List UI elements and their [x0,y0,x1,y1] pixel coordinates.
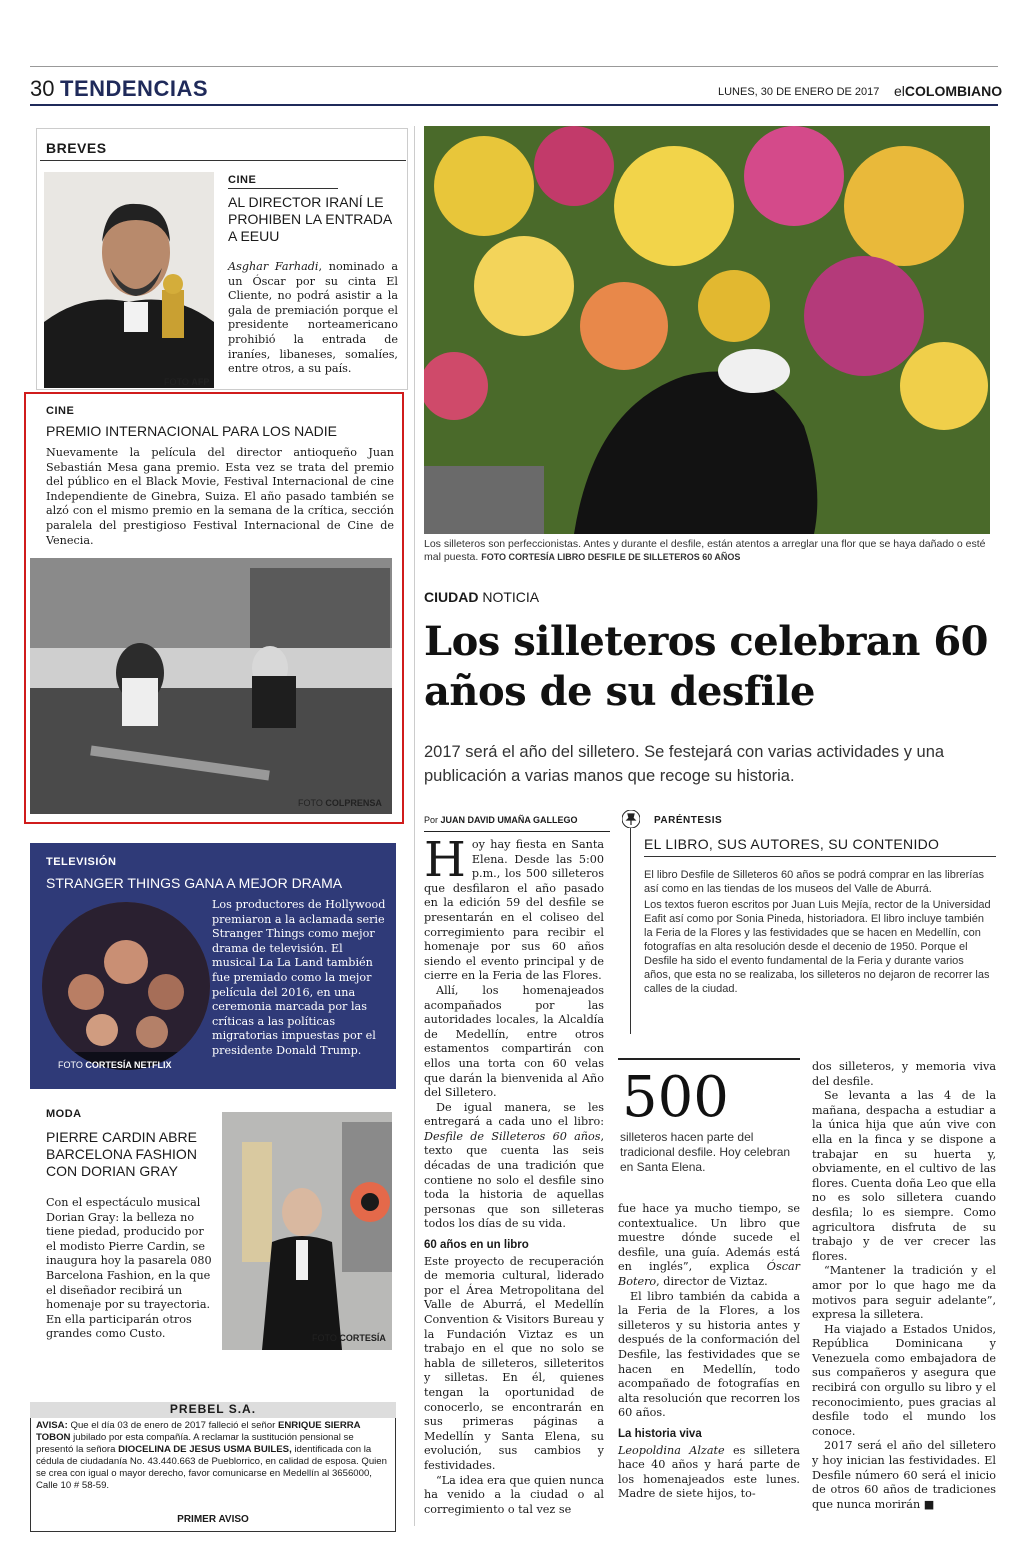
issue-date: LUNES, 30 DE ENERO DE 2017 [718,86,880,98]
top-rule [30,66,998,67]
paragraph: “La idea era que quien nunca ha venido a la ciudad o al corregimiento o tal vez se [424,1473,604,1516]
paragraph: 2017 será el año del silletero y hoy inician las festividades. El Desfile número 60 será el inicio de otros 60 años de tradiciones que nunca morirán ■ [812,1439,996,1511]
brief2-body: Nuevamente la película del director antioqueño Juan Sebastián Mesa gana premio. Esta vez se trata del premio del público en el Black Movie, Festival Internacional de cine Independiente de Ginebra, Suiza. El año pasado también se alzó con el mismo premio en la semana de la crítica, sección paralela del prestigioso Festival Internacional de Cine de Venecia. [46,446,394,547]
stat-text: silleteros hacen parte del tradicional desfile. Hoy celebran en Santa Elena. [620,1130,791,1174]
pierre-cardin-photo [222,1112,392,1350]
headline: Los silleteros celebran 60 años de su desfile [424,618,989,715]
parentesis-text: El libro Desfile de Silleteros 60 años se podrá comprar en las librerías así como en las tiendas de los museos del Valle de Aburrá. Los textos fueron escritos por Juan Luis Mejía, rector de la Universidad Eafit así como por Sonia Pineda, historiadora. El libro incluye también la Feria de la Flores y las festividades que se hacen en Medellín, con fotografías en alta resolución desde el decenio de 1950. Porque el Desfile ha sido el evento fundamental de la Feria y durante varios años, que esta no se realizaba, los silleteros no dejaron de recorrer las calles de la ciudad. [644,869,991,995]
breves-label: BREVES [46,140,107,156]
prebel-text: AVISA: Que el día 03 de enero de 2017 falleció el señor ENRIQUE SIERRA TOBON jubilado por esta compañía. A reclamar la sustitución pensional se presentó la señora DIOCELINA DE JESUS USMA BUILES, identificada con la cédula de ciudadanía No. 43.440.663 de Pueblorrico, en calidad de esposa. Quien se crea con igual o mayor derecho, favor comunicarse en Medellín al 3656000, Calle 10 # 58-59. [36,1420,387,1491]
brief1-kicker-rule [228,188,338,189]
brief2-title: PREMIO INTERNACIONAL PARA LOS NADIE [46,423,337,439]
photo-credit-afp: FOTO AFP [164,377,210,387]
brief3-title: STRANGER THINGS GANA A MEJOR DRAMA [46,875,343,891]
header-rule [30,104,998,106]
pin-icon [622,810,640,828]
paragraph: De igual manera, se les entregará a cada uno el libro: Desfile de Silleteros 60 años, texto que cuenta las seis décadas de una tradición que contiene no solo el desfile sino toda la historia de aquellas personas que son silleteras todos los días de su vida. [424,1100,604,1231]
paragraph: dos silleteros, y memoria viva del desfile. [812,1060,996,1088]
article-column-1 [424,832,604,1517]
brief3-kicker: TELEVISIÓN [46,856,117,868]
parentesis-kicker: PARÉNTESIS [654,815,723,826]
los-nadie-photo [30,558,392,814]
poster-illustration [42,902,210,1070]
designer-illustration [222,1112,392,1350]
brief1-title: AL DIRECTOR IRANÍ LE PROHIBEN LA ENTRADA A EEUU [228,194,392,244]
page-number: 30 [30,76,55,101]
paragraph: “Mantener la tradición y el amor por lo que hago me da motivos para seguir adelante”, expresa la silletera. [812,1264,996,1322]
paragraph: Leopoldina Alzate es silletera hace 40 años y hará parte de los homenajeados este lunes. Madre de siete hijos, to- [618,1443,800,1501]
paragraph: Allí, los homenajeados acompañados por las autoridades locales, la Alcaldía de Medellín, entre otros estamentos compartirán con ellos una torta con 60 velas que darán la bienvenida al Año del Silletero. [424,983,604,1100]
photo-credit-cortesia: FOTO CORTESÍA [312,1333,386,1343]
brief1-body: Asghar Farhadi, nominado a un Óscar por su cinta El Cliente, no podrá asistir a la gala de premiación porque el presidente norteamericano prohibió la entrada de iraníes, libaneses, somalíes, entre otros, a su país. [228,260,398,376]
paragraph: Se levanta a las 4 de la mañana, despacha a estudiar a la única hija que aún vive con ella en la finca y se dispone a trabajar en su huerta y, obviamente, en el cultivo de las flores. Cuenta doña Leo que ella no es solo silletera cuando desfila; lo es siempre. Como agricultora disfruta de su trabajo y de ver crecer las flores. [812,1089,996,1263]
subhead: 60 años en un libro [424,1239,529,1252]
breves-rule [40,160,406,161]
subhead: La historia viva [618,1427,702,1440]
paragraph: oy hay fiesta en Santa Elena. Desde las 5:00 p.m., los 500 silleteros que desfilaron el año pasado en la edición 59 del desfile se presentarán en el coliseo del corregimiento para recibir el homenaje por sus 60 años siendo el evento principal y de cierre en la Feria de las Flores. [424,838,604,983]
farhadi-photo [44,172,214,388]
paragraph: El libro también da cabida a la Feria de la Flores, a los silleteros y su historia antes y después de la conformación del Desfile, las festividades que se hacen en Medellín, todo acompañado de fotografías en alta resolución que recorren los 60 años. [618,1289,800,1420]
brief3-body: Los productores de Hollywood premiaron a la aclamada serie Stranger Things como mejor drama de televisión. El musical La La Land también fue premiado como la mejor película del 2016, en una ceremonia marcada por las críticas a las políticas migratorias impuestas por el presidente Donald Trump. [212,898,386,1057]
photo-credit-colprensa: FOTO COLPRENSA [298,798,382,808]
silletera-photo [424,126,990,534]
prebel-footer: PRIMER AVISO [177,1514,249,1525]
stat-number: 500 [622,1065,729,1130]
paragraph: Ha viajado a Estados Unidos, República Dominicana y Venezuela como embajadora de sus compañeros y asegura que recibirá con orgullo su libro y el reconocimiento, pues gracias al desfile todo el mundo los conoce. [812,1322,996,1438]
article-column-2 [618,1202,800,1502]
stranger-things-poster [42,902,210,1070]
paragraph: Este proyecto de recuperación de memoria cultural, liderado por el Área Metropolitana del Valle de Aburrá, el Medellín Convention & Visitors Bureau y la Fundación Viztaz es un trabajo en el que no solo se habla de silleteros, silleteritos y silletas. En él, quienes tengan la oportunidad de conocerlo, se encontrarán en sus primeras páginas a Medellín y Santa Elena, su evolución, sus cambios y festividades. [424,1254,604,1472]
deck: 2017 será el año del silletero. Se festejará con varias actividades y una publicación a varias manos que recoge su historia. [424,743,945,785]
prebel-title: PREBEL S.A. [30,1402,396,1418]
byline: Por JUAN DAVID UMAÑA GALLEGO [424,815,578,825]
brief1-kicker: CINE [228,174,257,186]
article-column-3 [812,1060,996,1512]
brief4-body: Con el espectáculo musical Dorian Gray: la belleza no tiene piedad, producido por el modisto Pierre Cardin, se inaugura hoy la pasarela 080 Barcelona Fashion, en la que el diseñador recibirá un homenaje por su trayectoria. En ella participarán otros grandes como Custo. [46,1196,212,1341]
parentesis-title: EL LIBRO, SUS AUTORES, SU CONTENIDO [644,836,940,852]
film-still-illustration [30,558,392,814]
brief2-kicker: CINE [46,405,75,417]
section-title: TENDENCIAS [60,76,209,101]
brief4-title: PIERRE CARDIN ABRE BARCELONA FASHION CON DORIAN GRAY [46,1129,197,1179]
main-photo-caption: Los silleteros son perfeccionistas. Antes y durante el desfile, están atentos a arreglar una flor que se haya dañado o esté mal puesta. FOTO CORTESÍA LIBRO DESFILE DE SILLETEROS 60 AÑOS [424,538,986,563]
column-divider [414,126,415,1526]
flowers-illustration [424,126,990,534]
brief4-kicker: MODA [46,1108,82,1120]
portrait-illustration [44,172,214,388]
story-kicker: CIUDAD NOTICIA [424,589,540,605]
paragraph: fue hace ya mucho tiempo, se contextualice. Un libro que muestre dónde sucede el desfile, una guía. Además está en inglés”, explica Óscar Botero, director de Viztaz. [618,1202,800,1288]
photo-credit-netflix: FOTO CORTESÍA NETFLIX [58,1060,172,1070]
parentesis-rule [644,856,996,857]
dropcap: H [424,832,466,888]
newspaper-logo: elCOLOMBIANO [894,83,1003,99]
stat-rule [618,1058,800,1060]
